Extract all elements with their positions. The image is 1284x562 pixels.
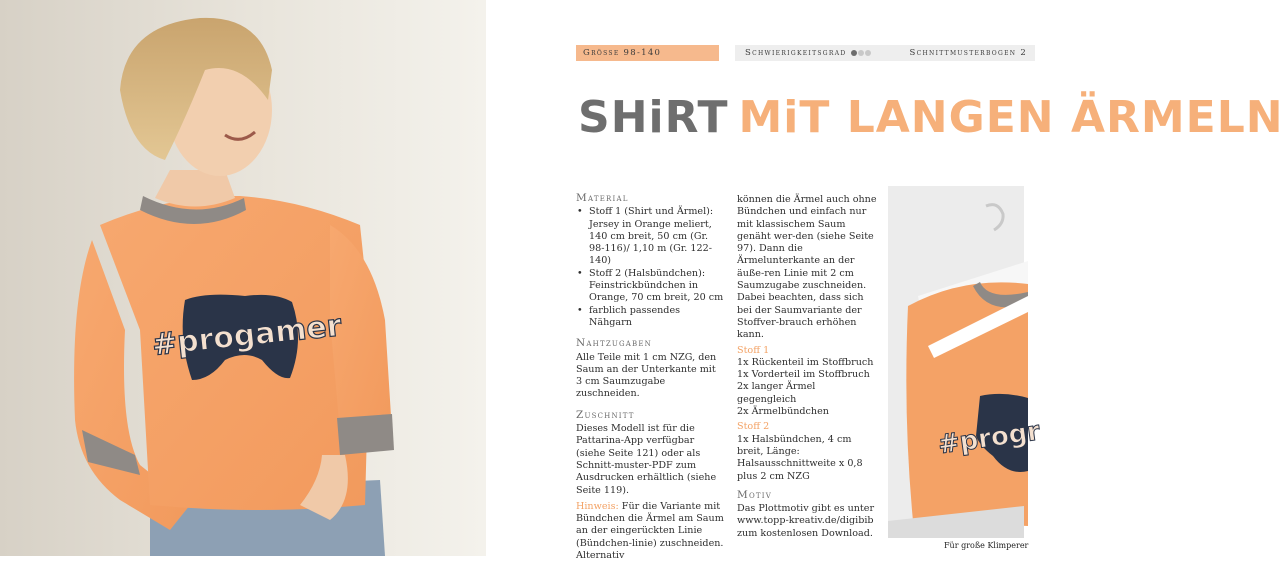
- hint-label: Hinweis:: [576, 500, 619, 512]
- boy-illustration: [0, 0, 486, 556]
- hint-paragraph: [576, 501, 724, 562]
- material-heading: Material: [576, 192, 629, 204]
- difficulty-label: Schwierigkeitsgrad: [745, 48, 847, 58]
- stoff1-line: 2x Ärmelbündchen: [737, 406, 829, 418]
- stoff1-heading: Stoff 1: [737, 344, 770, 356]
- difficulty-dot-icon: [858, 50, 864, 56]
- title-part-1: SHiRT: [578, 92, 729, 143]
- stoff1-line: 2x langer Ärmel gegengleich: [737, 381, 816, 405]
- shirt-photo: [888, 186, 1042, 538]
- stoff1-line: 1x Vorderteil im Stoffbruch: [737, 369, 870, 381]
- photo-caption: Für große Klimperer: [944, 541, 1029, 550]
- stoff2-heading: Stoff 2: [737, 421, 770, 433]
- page-title: [578, 92, 1284, 144]
- material-item: • farblich passendes Nähgarn: [576, 305, 724, 330]
- difficulty-dot-icon: [865, 50, 871, 56]
- shirt-on-hanger-illustration: [888, 186, 1042, 538]
- note-text: Dabei beachten, dass sich bei der Saumvariante der Stoffver-brauch erhöhen kann.: [737, 292, 864, 341]
- motiv-text: Das Plottmotiv gibt es unter www.topp-kreativ.de/digibib zum kostenlosen Download.: [737, 503, 875, 539]
- difficulty-dot-icon: [851, 50, 857, 56]
- size-label: Grösse 98-140: [583, 48, 662, 58]
- material-item: • Stoff 1 (Shirt und Ärmel): Jersey in Orange meliert, 140 cm breit, 50 cm (Gr. 98-116)/ 1,10 m (Gr. 122-140): [576, 206, 724, 267]
- text-column-2: [737, 194, 877, 540]
- hint-text: Für die Variante mit Bündchen die Ärmel am Saum an der eingerückten Linie (Bündchen-linie) zuschneiden. Alternativ: [576, 500, 724, 562]
- boy-photo: [0, 0, 486, 556]
- stoff1-line: 1x Rückenteil im Stoffbruch: [737, 356, 874, 368]
- continuation-text: können die Ärmel auch ohne Bündchen und einfach nur mit klassischem Saum genäht wer-den (siehe Seite 97). Dann die Ärmelunterkante an der äuße-ren Linie mit 2 cm Saumzugabe zuschneiden.: [737, 194, 877, 292]
- shirt-print-text: #progamer: [150, 308, 344, 364]
- nahtzugaben-heading: Nahtzugaben: [576, 337, 653, 350]
- shirt-print-text-right: #progr: [936, 416, 1042, 461]
- difficulty-header: [735, 45, 1035, 61]
- size-header: [576, 45, 719, 61]
- material-item: • Stoff 2 (Halsbündchen): Feinstrickbündchen in Orange, 70 cm breit, 20 cm: [576, 268, 724, 305]
- motiv-heading: Motiv: [737, 488, 772, 501]
- stoff2-text: 1x Halsbündchen, 4 cm breit, Länge: Halsausschnittweite x 0,8 plus 2 cm NZG: [737, 433, 863, 482]
- zuschnitt-text: Dieses Modell ist für die Pattarina-App verfügbar (siehe Seite 121) oder als Schnitt-muster-PDF zum Ausdrucken erhältlich (siehe Seite 119).: [576, 423, 717, 496]
- nahtzugaben-text: Alle Teile mit 1 cm NZG, den Saum an der Unterkante mit 3 cm Saumzugabe zuschneiden.: [576, 351, 717, 400]
- pattern-sheet-label: Schnittmusterbogen 2: [909, 48, 1028, 58]
- right-page: [486, 0, 1284, 562]
- text-column-1: [576, 192, 724, 562]
- title-part-2: MiT LANGEN ÄRMELN: [738, 92, 1284, 143]
- zuschnitt-heading: Zuschnitt: [576, 408, 635, 421]
